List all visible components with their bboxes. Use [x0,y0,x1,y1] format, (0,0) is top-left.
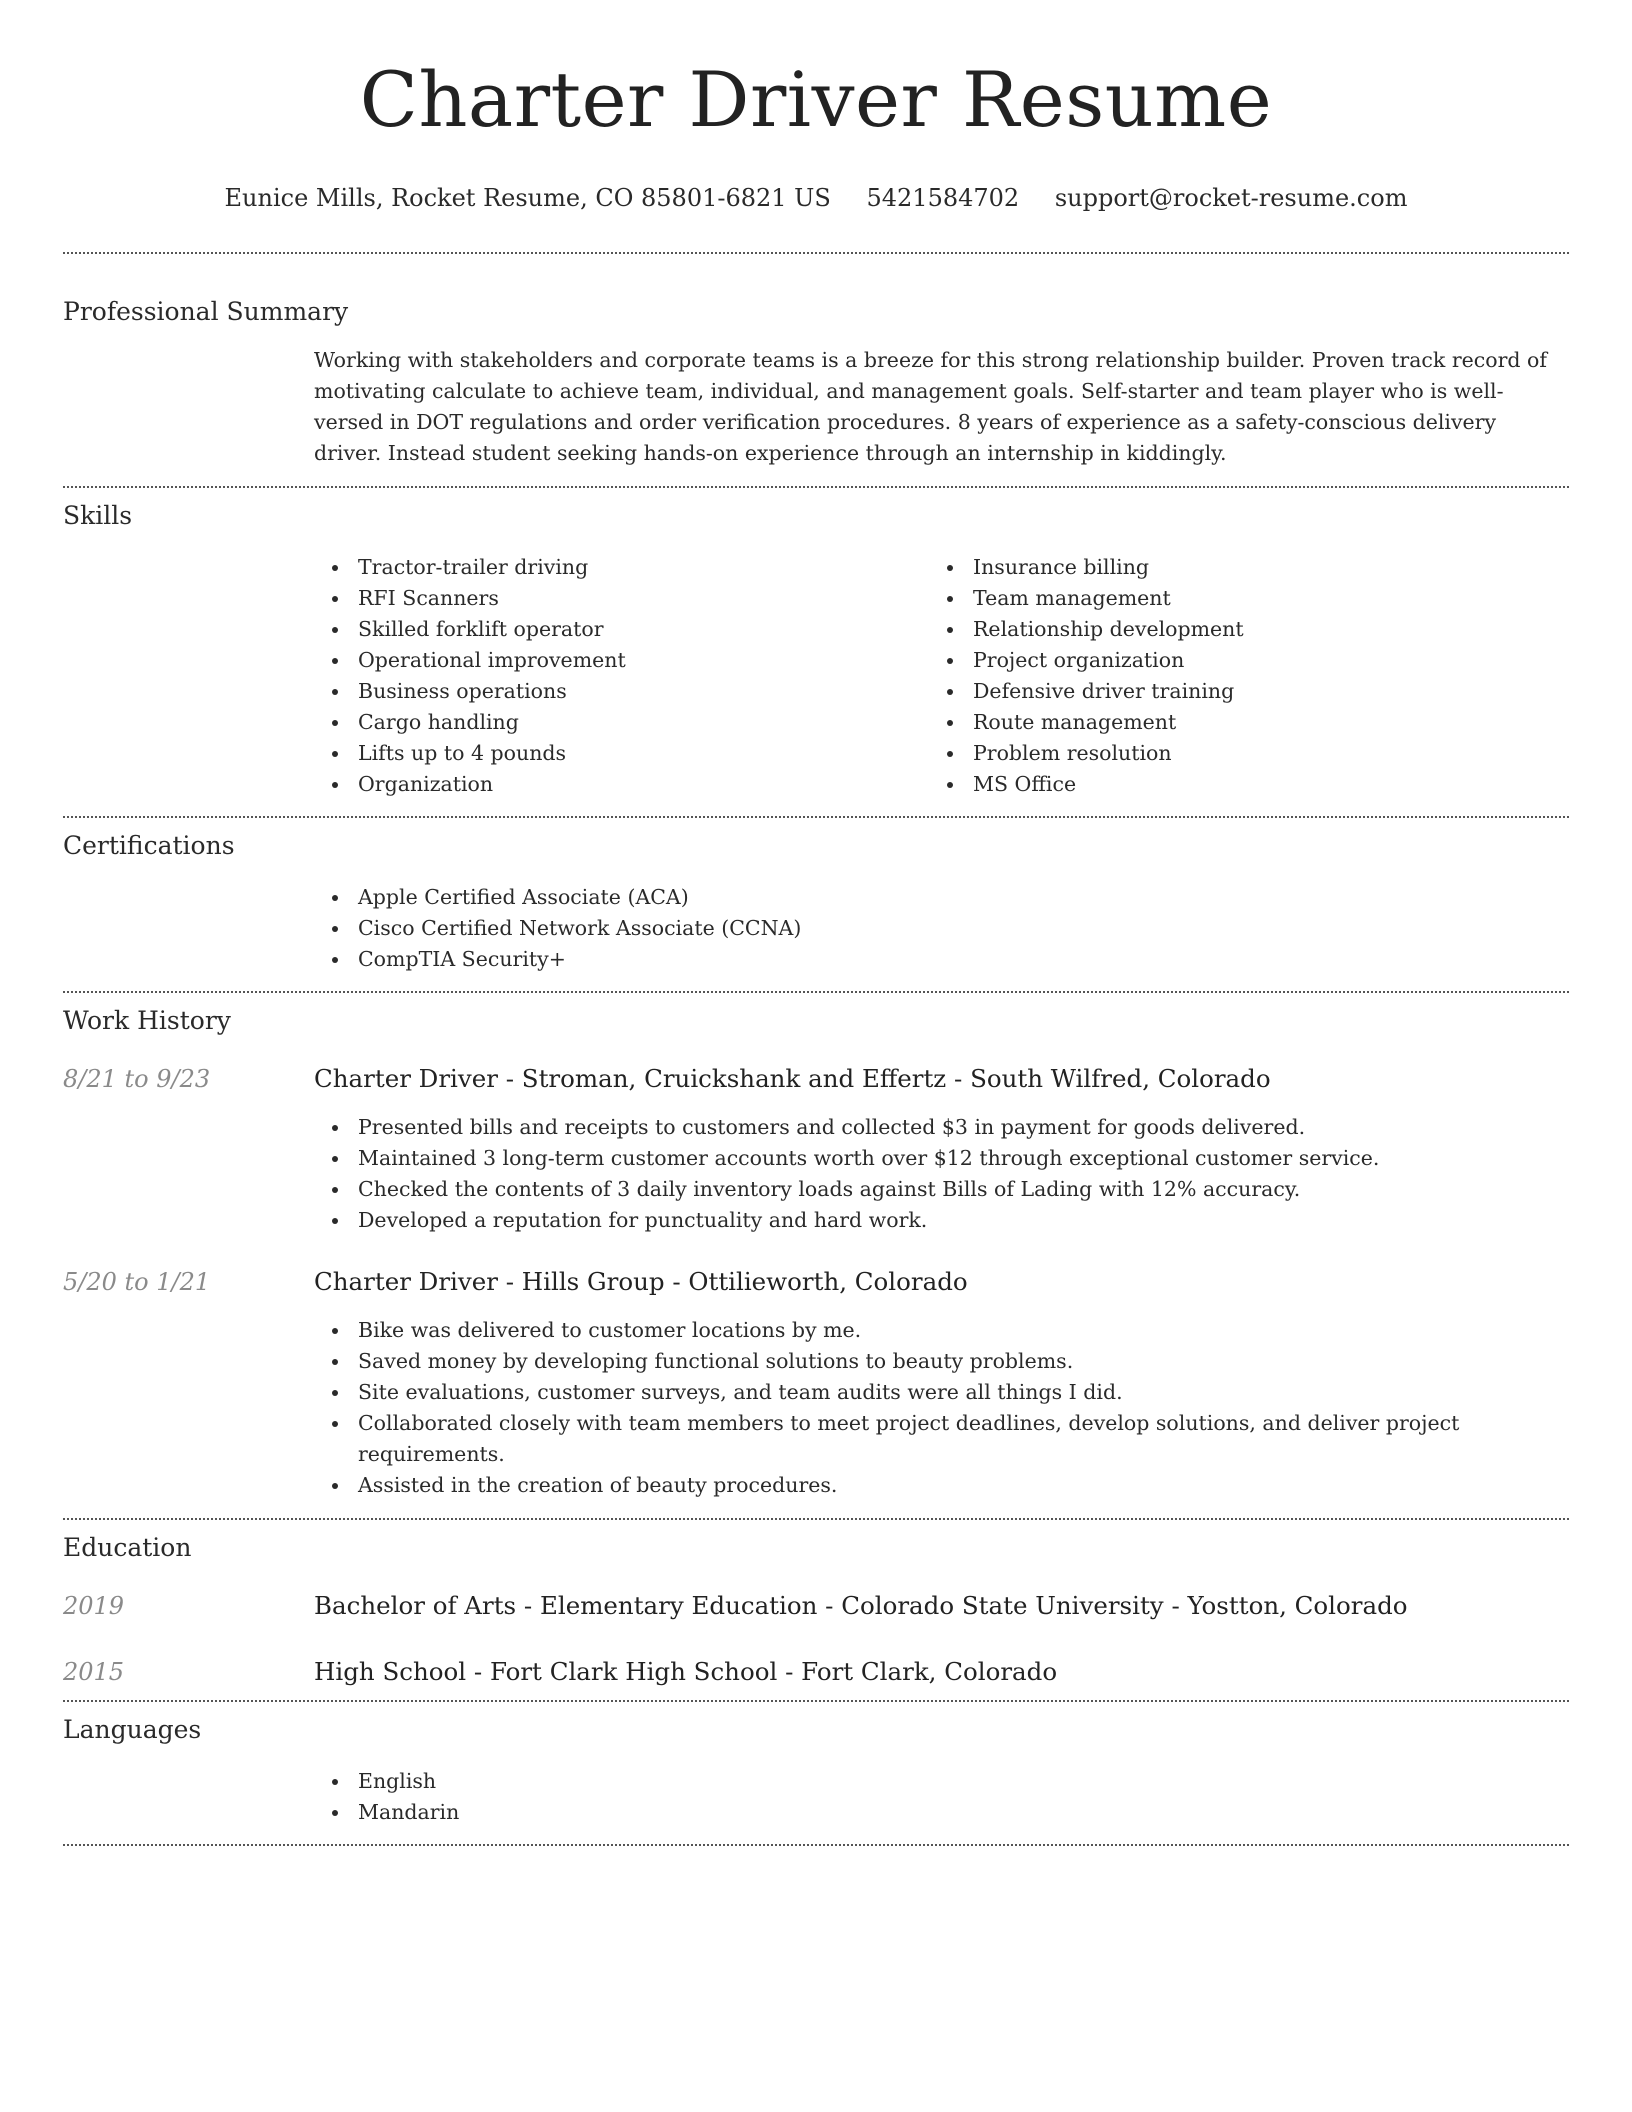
education-section [63,1520,1569,1700]
certifications-section [63,818,1569,991]
skills-grid [314,552,1569,800]
skill-item: RFI Scanners [314,583,929,614]
education-title-line [314,1590,1408,1622]
job-bullets [314,1112,1569,1236]
skill-item: Operational improvement [314,645,929,676]
languages-content [314,1766,1569,1828]
separator: - [777,1657,802,1686]
skill-item: Insurance billing [929,552,1544,583]
education-entry [63,1590,1569,1622]
section-title-languages: Languages [63,1715,202,1744]
job-header [63,1266,1569,1298]
skill-item: Organization [314,769,929,800]
job-bullet: Site evaluations, customer surveys, and team audits were all things I did. [314,1377,1569,1408]
summary-text: Working with stakeholders and corporate teams is a breeze for this strong relationship builder. Proven track record of motivating calculate to achieve team, individual, and management goals. Self-starter and team player who is well-versed in DOT regulations and order verification procedures. 8 years of experience as a safety-conscious delivery driver. Instead student seeking hands-on experience through an internship in kiddingly. [314,348,1547,465]
skill-item: Problem resolution [929,738,1544,769]
job-bullet: Presented bills and receipts to customers and collected $3 in payment for goods delivered. [314,1112,1569,1143]
summary-section [63,254,1569,486]
separator: - [1163,1591,1188,1620]
job-bullet-list [314,1112,1569,1236]
section-title-work-history: Work History [63,1006,231,1035]
job-bullet: Assisted in the creation of beauty procedures. [314,1470,1569,1501]
skill-item: Cargo handling [314,707,929,738]
job-bullet: Checked the contents of 3 daily inventory loads against Bills of Lading with 12% accuracy. [314,1174,1569,1205]
skills-column-left [314,552,929,800]
contact-line [63,182,1569,214]
job-entry [63,1266,1569,1501]
job-title: Charter Driver [314,1267,498,1296]
education-degree: High School [314,1657,467,1686]
certifications-content [314,882,1569,975]
job-bullet: Developed a reputation for punctuality and hard work. [314,1205,1569,1236]
language-item: Mandarin [314,1797,1569,1828]
education-entry [63,1656,1569,1688]
skill-item: Tractor-trailer driving [314,552,929,583]
contact-phone: 5421584702 [866,184,1020,212]
job-bullet: Bike was delivered to customer locations by me. [314,1315,1569,1346]
education-location: Fort Clark, Colorado [801,1657,1058,1686]
separator: - [946,1064,971,1093]
job-bullet: Collaborated closely with team members to meet project deadlines, develop solutions, and deliver project requirements. [314,1408,1569,1470]
job-entry [63,1063,1569,1236]
education-year: 2015 [63,1658,125,1686]
job-company: Stroman, Cruickshank and Effertz [521,1064,947,1093]
job-header [63,1063,1569,1095]
separator: - [817,1591,842,1620]
section-title-education: Education [63,1533,192,1562]
skill-item: Business operations [314,676,929,707]
work-history-section [63,993,1569,1518]
page-title: Charter Driver Resume [359,55,1273,144]
section-title-summary: Professional Summary [63,297,349,326]
skill-item: Route management [929,707,1544,738]
education-school: Colorado State University [841,1591,1164,1620]
job-bullet: Maintained 3 long-term customer accounts worth over $12 through exceptional customer service. [314,1143,1569,1174]
languages-list [314,1766,1569,1828]
separator: - [497,1267,522,1296]
education-degree: Bachelor of Arts - Elementary Education [314,1591,818,1620]
separator: - [466,1657,490,1686]
education-list [63,1590,1569,1688]
certification-item: CompTIA Security+ [314,944,1569,975]
skills-section [63,488,1569,816]
job-bullet: Saved money by developing functional solutions to beauty problems. [314,1346,1569,1377]
languages-section [63,1702,1569,1844]
contact-address: Eunice Mills, Rocket Resume, CO 85801-6821 US [224,184,831,212]
skill-item: MS Office [929,769,1544,800]
skills-list-right [929,552,1544,800]
separator: - [497,1064,522,1093]
skill-item: Lifts up to 4 pounds [314,738,929,769]
language-item: English [314,1766,1569,1797]
skill-item: Skilled forklift operator [314,614,929,645]
job-title-line [314,1266,968,1298]
education-year: 2019 [63,1592,125,1620]
job-bullets [314,1315,1569,1501]
section-title-certifications: Certifications [63,831,235,860]
separator: - [664,1267,689,1296]
job-title-line [314,1063,1271,1095]
skill-item: Project organization [929,645,1544,676]
job-list [63,1063,1569,1501]
education-school: Fort Clark High School [489,1657,778,1686]
skill-item: Team management [929,583,1544,614]
skills-list-left [314,552,929,800]
skill-item: Defensive driver training [929,676,1544,707]
job-location: Ottilieworth, Colorado [688,1267,968,1296]
certifications-list [314,882,1569,975]
certification-item: Cisco Certified Network Associate (CCNA) [314,913,1569,944]
job-title: Charter Driver [314,1064,498,1093]
education-location: Yostton, Colorado [1187,1591,1408,1620]
job-bullet-list [314,1315,1569,1501]
education-title-line [314,1656,1057,1688]
job-dates: 8/21 to 9/23 [63,1065,211,1093]
job-location: South Wilfred, Colorado [970,1064,1271,1093]
job-company: Hills Group [521,1267,665,1296]
skill-item: Relationship development [929,614,1544,645]
skills-column-right [929,552,1544,800]
section-divider [63,1844,1569,1846]
contact-email: support@rocket-resume.com [1054,184,1408,212]
section-title-skills: Skills [63,501,133,530]
job-dates: 5/20 to 1/21 [63,1268,211,1296]
certification-item: Apple Certified Associate (ACA) [314,882,1569,913]
